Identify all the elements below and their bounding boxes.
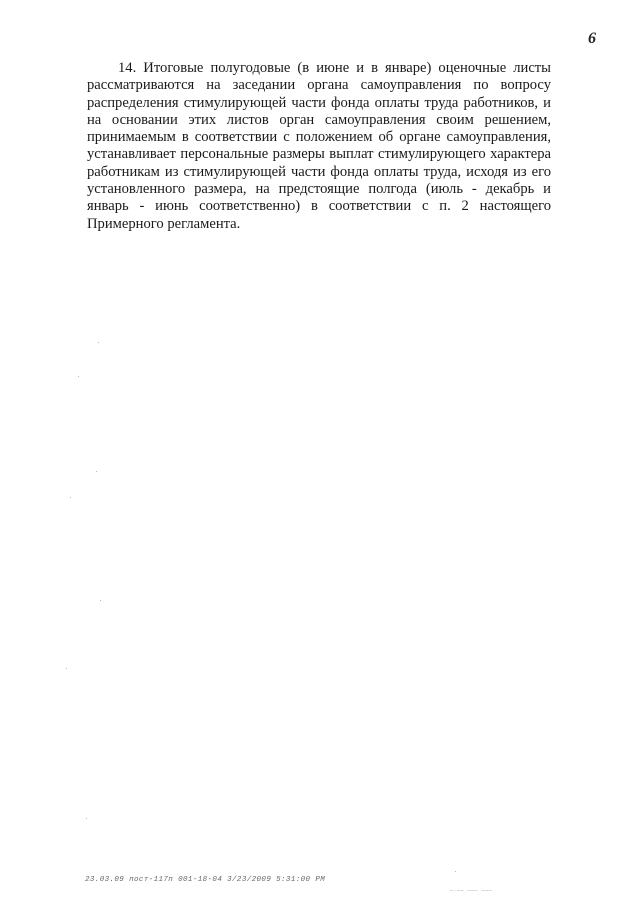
scan-speck — [100, 600, 101, 601]
scan-speck — [70, 497, 71, 498]
footer-stamp: 23.03.09 пост-117п 001-18-04 3/23/2009 5:31:00 PM — [85, 876, 326, 884]
scan-speck — [66, 668, 67, 669]
scan-speck — [86, 818, 87, 819]
scan-speck — [455, 871, 456, 872]
body-paragraph: 14. Итоговые полугодовые (в июне и в январе) оценочные листы рассматриваются на заседании органа самоуправления по вопросу распределения стимулирующей части фонда оплаты труда работников, и на основании этих листов орган самоуправления своим решением, принимаемым в соответствии с положением об органе самоуправления, устанавливает персональные размеры выплат стимулирующего характера работникам из стимулирующей части фонда оплаты труда, исходя из его установленного размера, на предстоящие полгода (июль - декабрь и январь - июнь соответственно) в соответствии с п. 2 настоящего Примерного регламента. — [87, 60, 551, 232]
page-number: 6 — [588, 30, 596, 47]
footer-right-mark: —·—— ——— ——— — [450, 888, 493, 894]
scan-speck — [98, 342, 99, 343]
scan-speck — [78, 376, 79, 377]
scan-speck — [96, 471, 97, 472]
